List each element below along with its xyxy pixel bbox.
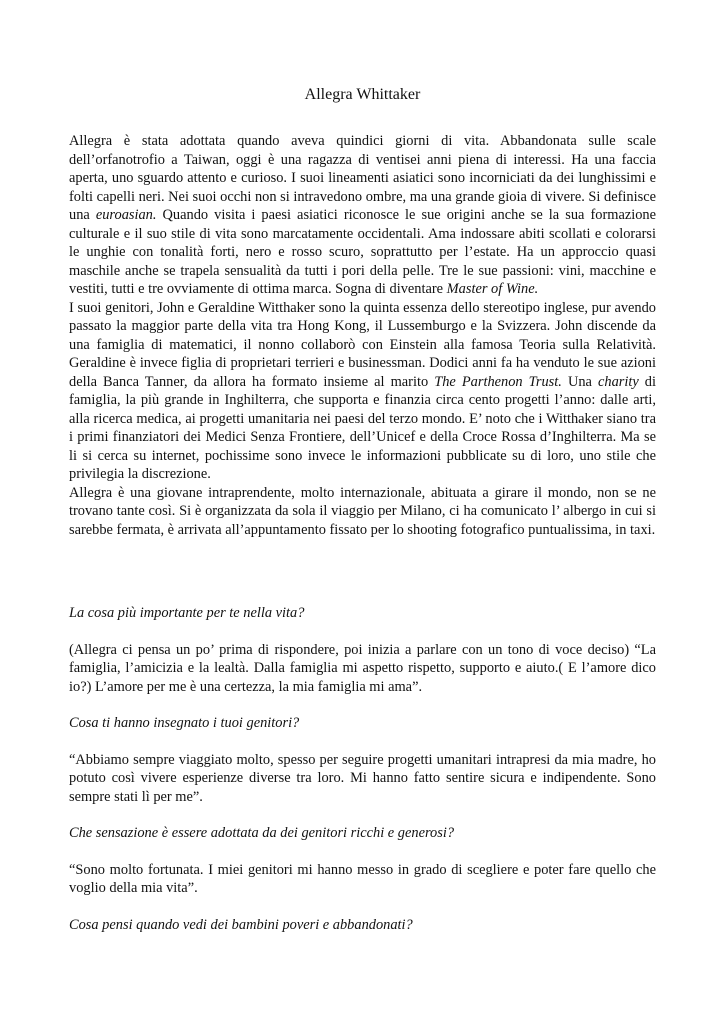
intro-p1-emphasis-master-of-wine: Master of Wine. <box>446 281 539 297</box>
intro-p2-text-b: Una <box>561 373 598 390</box>
document-title: Allegra Whittaker <box>304 86 421 103</box>
interview-question: Cosa ti hanno insegnato i tuoi genitori? <box>69 715 300 731</box>
intro-p1-text-b: Quando visita i paesi asiatici riconosce le sue origini anche se la sua formazione culturale e il suo stile di vita sono marcatamente occidentali. Ama indossare abiti scollati e colorarsi le unghie con tonalità forti, nero e rosso scuro, soprattutto per l’estate. Ha un approccio quasi maschile anche se trapela sensualità da tutti i pori della pelle. Tre le sue passioni: vini, macchine e vestiti, tutti e tre ovviamente di ottima marca. Sogna di diventare <box>69 207 656 297</box>
intro-p1-emphasis-euroasian: euroasian. <box>95 207 157 223</box>
interview-answer: (Allegra ci pensa un po’ prima di rispondere, poi inizia a parlare con un tono di voce deciso) “La famiglia, l’amicizia e la lealtà. Dalla famiglia mi aspetto rispetto, supporto e aiuto.( E l’amore dico io?) L’amore per me è una certezza, la mia famiglia mi ama”. <box>69 641 656 695</box>
intro-paragraph-3: Allegra è una giovane intraprendente, molto internazionale, abituata a girare il mondo, non se ne trovano tante così. Si è organizzata da sola il viaggio per Milano, ci ha comunicato l’ albergo in cui si sarebbe fermata, è arrivata all’appuntamento fissato per lo shooting fotografico puntualissima, in taxi. <box>69 484 656 538</box>
intro-p1-text-a: Allegra è stata adottata quando aveva quindici giorni di vita. Abbandonata sulle scale dell’orfanotrofio a Taiwan, oggi è una ragazza di ventisei anni piena di interessi. Ha una faccia aperta, uno sguardo attento e curioso. I suoi lineamenti asiatici sono incorniciati da dei lunghissimi e folti capelli neri. Nei suoi occhi non si intravedono ombre, ma una grande gioia di vivere. Si definisce una <box>69 133 656 223</box>
intro-section <box>69 132 656 539</box>
intro-p2-text-a: I suoi genitori, John e Geraldine Witthaker sono la quinta essenza dello stereotipo inglese, pur avendo passato la maggior parte della vita tra Hong Kong, il Lussemburgo e la Svizzera. John discende da una famiglia di matematici, il nonno collaborò con Einstein alla famosa Teoria sulla Relatività. Geraldine è invece figlia di proprietari terrieri e businessman. Dodici anni fa ha venduto le sue azioni della Banca Tanner, da allora ha formato insieme al marito <box>69 299 656 390</box>
interview-question: La cosa più importante per te nella vita? <box>69 605 305 621</box>
interview-question: Cosa pensi quando vedi dei bambini poveri e abbandonati? <box>69 916 413 933</box>
interview-answer: “Sono molto fortunata. I miei genitori mi hanno messo in grado di scegliere e poter fare quello che voglio della mia vita”. <box>69 861 656 896</box>
intro-paragraph-2 <box>69 299 656 484</box>
interview-question: Che sensazione è essere adottata da dei genitori ricchi e generosi? <box>69 825 455 841</box>
intro-p2-emphasis-charity: charity <box>597 373 639 390</box>
interview-answer: “Abbiamo sempre viaggiato molto, spesso per seguire progetti umanitari intrapresi da mia madre, ho potuto così vivere esperienze diverse tra loro. Mi hanno fatto sentire sicura e indipendente. Sono sempre stati lì per me”. <box>69 751 656 805</box>
intro-p2-text-c: di famiglia, la più grande in Inghilterra, che supporta e finanzia circa cento progetti l’anno: dalle arti, alla ricerca medica, ai progetti umanitaria nei paesi del terzo mondo. E’ noto che i Witthaker siano tra i primi finanziatori dei Medici Senza Frontiere, dell’Unicef e della Croce Rossa d’Inghilterra. Ma se li si cerca su internet, pochissime sono invece le informazioni pubblicate su di loro, uno stile che privilegia la discrezione. <box>69 373 657 482</box>
intro-paragraph-1 <box>69 132 656 299</box>
intro-p2-emphasis-trust-name: The Parthenon Trust. <box>434 373 562 390</box>
interview-section <box>69 604 656 952</box>
